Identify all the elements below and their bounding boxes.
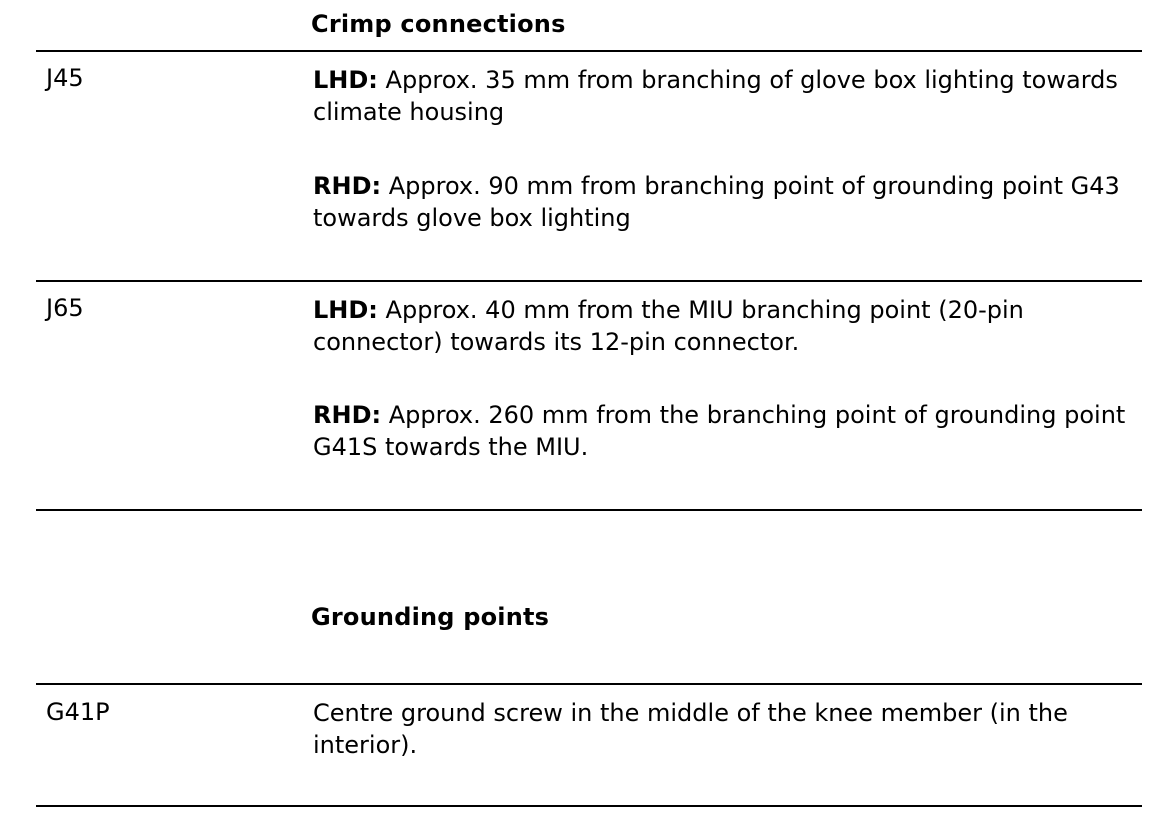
- lhd-text: Approx. 35 mm from branching of glove box lighting towards climate housing: [313, 66, 1118, 126]
- divider: [36, 280, 1142, 282]
- divider: [36, 683, 1142, 685]
- rhd-label: RHD:: [313, 172, 382, 200]
- description-lhd: [313, 294, 1133, 358]
- connection-code: J45: [46, 64, 84, 92]
- divider: [36, 509, 1142, 511]
- grounding-code: G41P: [46, 698, 110, 726]
- description-rhd: [313, 399, 1133, 463]
- rhd-label: RHD:: [313, 401, 382, 429]
- lhd-label: LHD:: [313, 66, 378, 94]
- divider: [36, 805, 1142, 807]
- description-lhd: [313, 64, 1133, 128]
- lhd-text: Approx. 40 mm from the MIU branching point (20-pin connector) towards its 12-pin connector.: [313, 296, 1024, 356]
- lhd-label: LHD:: [313, 296, 378, 324]
- rhd-text: Approx. 90 mm from branching point of grounding point G43 towards glove box lighting: [313, 172, 1120, 232]
- divider: [36, 50, 1142, 52]
- grounding-points-heading: Grounding points: [311, 603, 550, 631]
- grounding-description: Centre ground screw in the middle of the knee member (in the interior).: [313, 699, 1068, 759]
- crimp-connections-heading: Crimp connections: [311, 10, 566, 38]
- connection-code: J65: [46, 294, 84, 322]
- rhd-text: Approx. 260 mm from the branching point of grounding point G41S towards the MIU.: [313, 401, 1126, 461]
- description-rhd: [313, 170, 1133, 234]
